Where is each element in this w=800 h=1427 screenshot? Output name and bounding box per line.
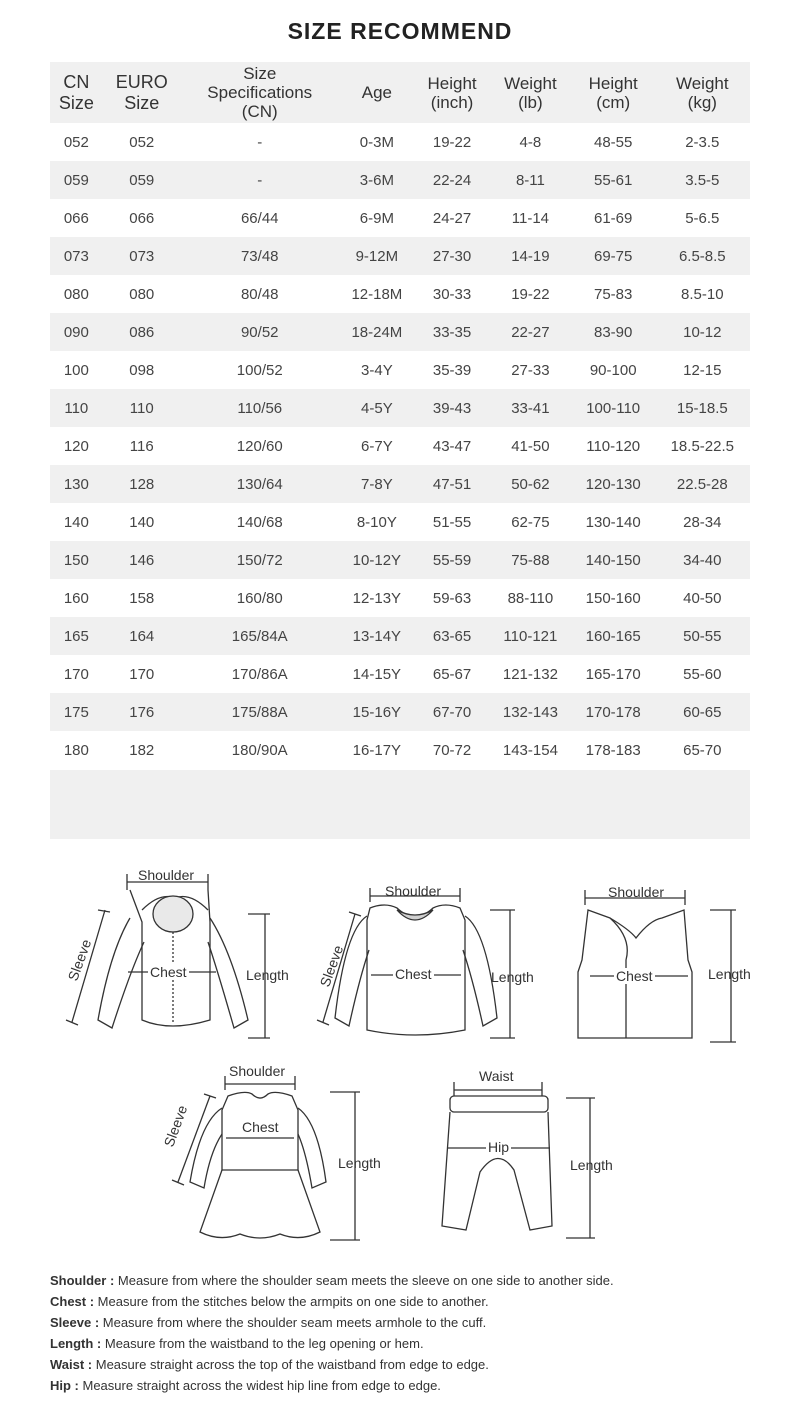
table-cell: 50-62 <box>489 465 572 503</box>
table-cell: 140/68 <box>181 503 339 541</box>
table-cell: 50-55 <box>655 617 750 655</box>
table-cell: 178-183 <box>572 731 655 769</box>
table-cell: 11-14 <box>489 199 572 237</box>
table-cell: 160 <box>50 579 103 617</box>
table-cell: 19-22 <box>415 123 489 161</box>
hoodie-chest-label: Chest <box>150 964 187 980</box>
table-cell: 12-13Y <box>339 579 415 617</box>
table-cell: 110-121 <box>489 617 572 655</box>
table-cell: 080 <box>103 275 181 313</box>
table-cell: 164 <box>103 617 181 655</box>
table-row <box>50 199 750 237</box>
table-cell: 33-35 <box>415 313 489 351</box>
table-cell: 150 <box>50 541 103 579</box>
table-cell: 128 <box>103 465 181 503</box>
pants-length-label: Length <box>570 1157 613 1173</box>
hoodie-length-label: Length <box>246 967 289 983</box>
table-cell: 059 <box>50 161 103 199</box>
table-cell: 121-132 <box>489 655 572 693</box>
dress-sleeve-label: Sleeve <box>160 1103 191 1149</box>
table-cell: 61-69 <box>572 199 655 237</box>
table-cell: 120-130 <box>572 465 655 503</box>
sweater-length-label: Length <box>491 969 534 985</box>
table-cell: 140 <box>50 503 103 541</box>
table-cell: 073 <box>103 237 181 275</box>
table-cell: 75-88 <box>489 541 572 579</box>
table-cell: 62-75 <box>489 503 572 541</box>
vest-diagram <box>570 880 780 1045</box>
table-cell: 15-18.5 <box>655 389 750 427</box>
table-cell: 65-70 <box>655 731 750 769</box>
table-row <box>50 427 750 465</box>
table-cell: 4-5Y <box>339 389 415 427</box>
table-cell: 15-16Y <box>339 693 415 731</box>
table-cell: 140 <box>103 503 181 541</box>
table-row <box>50 161 750 199</box>
table-cell: 47-51 <box>415 465 489 503</box>
table-cell: 6-7Y <box>339 427 415 465</box>
legend-hip: Hip : Measure straight across the widest hip line from edge to edge. <box>50 1378 441 1393</box>
table-cell: 175/88A <box>181 693 339 731</box>
dress-shoulder-label: Shoulder <box>229 1063 286 1079</box>
pants-waist-label: Waist <box>479 1068 514 1084</box>
header-weight-lb: Weight (lb) <box>489 62 572 123</box>
table-cell: 51-55 <box>415 503 489 541</box>
table-cell: 100 <box>50 351 103 389</box>
table-cell: 182 <box>103 731 181 769</box>
sweater-illustration <box>315 880 545 1045</box>
dress-chest-label: Chest <box>242 1119 279 1135</box>
table-cell: 24-27 <box>415 199 489 237</box>
table-cell: 10-12Y <box>339 541 415 579</box>
table-cell: 176 <box>103 693 181 731</box>
table-cell: 066 <box>50 199 103 237</box>
table-cell: 27-33 <box>489 351 572 389</box>
table-cell: 22-24 <box>415 161 489 199</box>
table-cell: 12-15 <box>655 351 750 389</box>
table-cell: 22.5-28 <box>655 465 750 503</box>
table-cell: 165-170 <box>572 655 655 693</box>
table-cell: 165 <box>50 617 103 655</box>
table-cell: 110 <box>103 389 181 427</box>
header-size-spec: Size Specifications (CN) <box>181 62 339 123</box>
table-cell: 170 <box>103 655 181 693</box>
page-title: SIZE RECOMMEND <box>287 18 513 44</box>
table-cell: 098 <box>103 351 181 389</box>
table-cell: 90/52 <box>181 313 339 351</box>
table-cell: 16-17Y <box>339 731 415 769</box>
table-cell: 39-43 <box>415 389 489 427</box>
table-cell: 83-90 <box>572 313 655 351</box>
table-cell: 090 <box>50 313 103 351</box>
table-cell: 059 <box>103 161 181 199</box>
table-cell: 165/84A <box>181 617 339 655</box>
table-cell: 6.5-8.5 <box>655 237 750 275</box>
table-cell: 160/80 <box>181 579 339 617</box>
table-row <box>50 275 750 313</box>
table-cell: 8-11 <box>489 161 572 199</box>
table-cell: 180/90A <box>181 731 339 769</box>
table-cell: 35-39 <box>415 351 489 389</box>
header-age: Age <box>339 62 415 123</box>
table-row <box>50 693 750 731</box>
table-cell: 65-67 <box>415 655 489 693</box>
table-cell: 130/64 <box>181 465 339 503</box>
table-cell: 110-120 <box>572 427 655 465</box>
table-cell: 132-143 <box>489 693 572 731</box>
table-cell: 60-65 <box>655 693 750 731</box>
table-cell: 3.5-5 <box>655 161 750 199</box>
table-cell: 18-24M <box>339 313 415 351</box>
table-row <box>50 351 750 389</box>
table-cell: 59-63 <box>415 579 489 617</box>
table-row <box>50 617 750 655</box>
hoodie-diagram <box>60 862 310 1042</box>
table-cell: 18.5-22.5 <box>655 427 750 465</box>
dress-length-label: Length <box>338 1155 381 1171</box>
table-cell: 160-165 <box>572 617 655 655</box>
table-cell: 0-3M <box>339 123 415 161</box>
table-cell: 48-55 <box>572 123 655 161</box>
table-cell: 170-178 <box>572 693 655 731</box>
table-cell: 8-10Y <box>339 503 415 541</box>
table-cell: 150/72 <box>181 541 339 579</box>
table-cell: 41-50 <box>489 427 572 465</box>
sweater-chest-label: Chest <box>395 966 432 982</box>
table-cell: 43-47 <box>415 427 489 465</box>
table-cell: - <box>181 123 339 161</box>
table-cell: 30-33 <box>415 275 489 313</box>
table-row <box>50 731 750 769</box>
table-cell: 10-12 <box>655 313 750 351</box>
table-cell: 19-22 <box>489 275 572 313</box>
header-height-cm: Height (cm) <box>572 62 655 123</box>
table-cell: 13-14Y <box>339 617 415 655</box>
table-row <box>50 579 750 617</box>
table-cell: 75-83 <box>572 275 655 313</box>
table-cell: 052 <box>50 123 103 161</box>
table-cell: 158 <box>103 579 181 617</box>
table-cell: 5-6.5 <box>655 199 750 237</box>
legend-sleeve: Sleeve : Measure from where the shoulder seam meets armhole to the cuff. <box>50 1315 487 1330</box>
table-cell: 34-40 <box>655 541 750 579</box>
table-cell: 7-8Y <box>339 465 415 503</box>
table-cell: 180 <box>50 731 103 769</box>
header-euro-size: EURO Size <box>103 62 181 123</box>
table-header-row <box>50 62 750 123</box>
vest-length-label: Length <box>708 966 751 982</box>
table-cell: 100/52 <box>181 351 339 389</box>
sweater-shoulder-label: Shoulder <box>385 883 442 899</box>
table-cell: 14-19 <box>489 237 572 275</box>
legend-shoulder: Shoulder : Measure from where the shoulder seam meets the sleeve on one side to another side. <box>50 1273 614 1288</box>
table-cell: 55-61 <box>572 161 655 199</box>
table-cell: 130-140 <box>572 503 655 541</box>
legend-waist: Waist : Measure straight across the top of the waistband from edge to edge. <box>50 1357 489 1372</box>
table-cell: 3-4Y <box>339 351 415 389</box>
legend-length: Length : Measure from the waistband to the leg opening or hem. <box>50 1336 424 1351</box>
pants-diagram <box>440 1066 640 1246</box>
pants-hip-label: Hip <box>488 1139 510 1155</box>
table-row <box>50 503 750 541</box>
table-row <box>50 123 750 161</box>
table-cell: 140-150 <box>572 541 655 579</box>
table-cell: 120 <box>50 427 103 465</box>
table-cell: 67-70 <box>415 693 489 731</box>
sweater-diagram <box>315 880 545 1045</box>
header-height-inch: Height (inch) <box>415 62 489 123</box>
table-cell: 110 <box>50 389 103 427</box>
table-cell: 27-30 <box>415 237 489 275</box>
table-cell: 14-15Y <box>339 655 415 693</box>
table-cell: 55-59 <box>415 541 489 579</box>
table-cell: 40-50 <box>655 579 750 617</box>
vest-illustration <box>570 880 780 1045</box>
table-row <box>50 465 750 503</box>
table-cell: 052 <box>103 123 181 161</box>
header-cn-size: CN Size <box>50 62 103 123</box>
table-cell: 120/60 <box>181 427 339 465</box>
table-cell: 28-34 <box>655 503 750 541</box>
table-cell: 100-110 <box>572 389 655 427</box>
measurement-legend <box>50 1270 770 1396</box>
dress-diagram <box>160 1062 410 1252</box>
table-cell: 116 <box>103 427 181 465</box>
table-cell: 150-160 <box>572 579 655 617</box>
table-cell: 12-18M <box>339 275 415 313</box>
table-cell: 63-65 <box>415 617 489 655</box>
table-cell: 170 <box>50 655 103 693</box>
table-cell: 143-154 <box>489 731 572 769</box>
table-footer-band <box>50 770 750 839</box>
table-cell: 9-12M <box>339 237 415 275</box>
table-cell: 73/48 <box>181 237 339 275</box>
table-row <box>50 237 750 275</box>
table-cell: 66/44 <box>181 199 339 237</box>
table-row <box>50 541 750 579</box>
hoodie-sleeve-label: Sleeve <box>64 937 95 983</box>
table-cell: 175 <box>50 693 103 731</box>
table-cell: 4-8 <box>489 123 572 161</box>
vest-shoulder-label: Shoulder <box>608 884 665 900</box>
table-cell: 80/48 <box>181 275 339 313</box>
table-cell: - <box>181 161 339 199</box>
pants-illustration <box>440 1066 640 1246</box>
legend-chest: Chest : Measure from the stitches below the armpits on one side to another. <box>50 1294 489 1309</box>
table-cell: 073 <box>50 237 103 275</box>
table-cell: 3-6M <box>339 161 415 199</box>
table-cell: 55-60 <box>655 655 750 693</box>
table-cell: 33-41 <box>489 389 572 427</box>
vest-chest-label: Chest <box>616 968 653 984</box>
sweater-sleeve-label: Sleeve <box>316 943 347 989</box>
table-cell: 8.5-10 <box>655 275 750 313</box>
table-cell: 70-72 <box>415 731 489 769</box>
size-table <box>50 62 750 769</box>
table-cell: 88-110 <box>489 579 572 617</box>
table-cell: 110/56 <box>181 389 339 427</box>
table-cell: 066 <box>103 199 181 237</box>
table-row <box>50 313 750 351</box>
table-cell: 90-100 <box>572 351 655 389</box>
table-cell: 080 <box>50 275 103 313</box>
table-cell: 69-75 <box>572 237 655 275</box>
table-cell: 130 <box>50 465 103 503</box>
table-cell: 086 <box>103 313 181 351</box>
header-weight-kg: Weight (kg) <box>655 62 750 123</box>
table-row <box>50 389 750 427</box>
table-cell: 2-3.5 <box>655 123 750 161</box>
table-cell: 22-27 <box>489 313 572 351</box>
table-cell: 146 <box>103 541 181 579</box>
table-cell: 170/86A <box>181 655 339 693</box>
table-row <box>50 655 750 693</box>
hoodie-illustration <box>60 862 310 1042</box>
table-cell: 6-9M <box>339 199 415 237</box>
hoodie-shoulder-label: Shoulder <box>138 867 195 883</box>
